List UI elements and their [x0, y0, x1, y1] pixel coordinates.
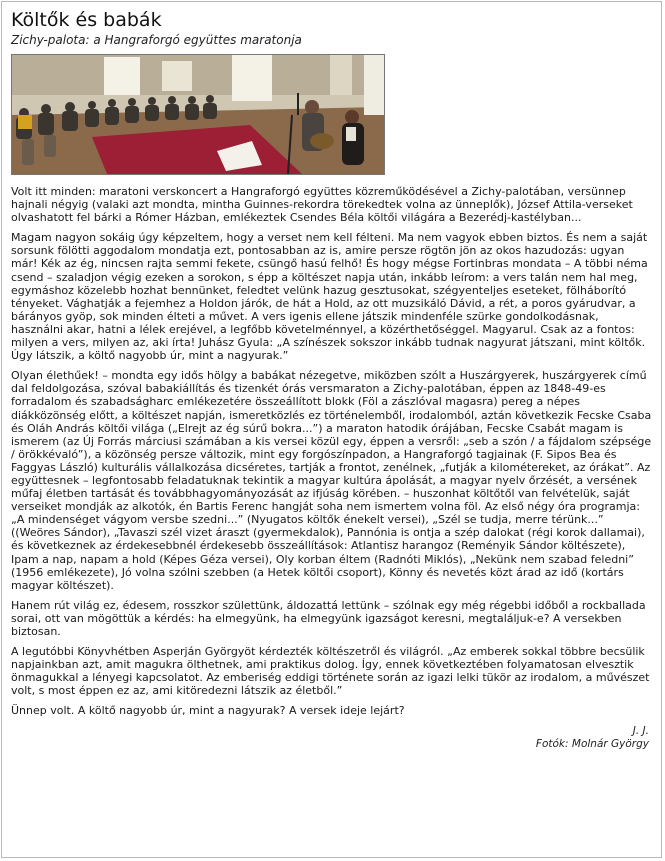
article-paragraph: Ünnep volt. A költő nagyobb úr, mint a nagyurak? A versek ideje lejárt? — [11, 704, 405, 718]
article-paragraph: Magam nagyon sokáig úgy képzeltem, hogy a verset nem kell félteni. Ma nem vagyok ebben biztos. És nem a saját sorsunk fölötti aggodalom mondatja ezt, pontosabban az is, amire persze rögtön jön az okos hazudozás: ugyan már! Kék az ég, nincsen rajta semmi fekete, csüngő hasú felhő! És hogy mégse Fortinbras mondata – A többi néma csend – szaladjon végig ezeken a sorokon, s épp a költészet napja után, inkább leírom: a vers talán nem hal meg, egymáshoz közelebb hozhat bennünket, feledtet velünk hazug gesztusokat, szégyenteljes eseteket, fölháborító tényeket. Vághatják a fejemhez a Holdon járók, de hát a Hold, az ott muzsikáló Dávid, a rét, a poros gyárudvar, a bárányos gyöp, sok minden élteti a művet. A vers igenis ellene játszik mindenféle szürke gondolkodásnak, használni akar, hatni a lélek erejével, a legfőbb követelménnyel, a közérthetőséggel. Magyarul. Csak az a fontos: milyen a vers, milyen az, aki írta! Juhász Gyula: „A színészek sokszor inkább tudnak nagyurat játszani, mint költők. Úgy látszik, a költő nagyobb úr, mint a nagyurak.” — [11, 231, 648, 363]
credits — [11, 725, 649, 751]
article-paragraph: A legutóbbi Könyvhétben Asperján Györgyöt kérdezték költészetről és világról. „Az emberek sokkal többre becsülik napjainkban azt, amit magukra ölthetnek, ami praktikus dolog. Így, ennek következtében folyamatosan elvesztik önmagukkal a lényegi kapcsolatot. Az emberiség eddigi története során az igazi lelki tükör az irodalom, a művészet volt, s most éppen ez az, ami kitöredezni látszik az életből.” — [11, 645, 650, 698]
article-body — [11, 185, 653, 718]
article-frame — [1, 1, 662, 858]
concert-photo-icon — [11, 54, 385, 175]
article-paragraph: Olyan élethűek! – mondta egy idős hölgy a babákat nézegetve, miközben szólt a Huszárgyerek, huszárgyerek című dal feldolgozása, szóval babakiállítás és tizenkét órás versmaraton a Zichy-palotában, éppen az 1848-49-es forradalom és szabadságharc emlékezetére összeállított blokk (Föl a zászlóval magasra) pereg a népes diákközönség előtt, a költészet napján, ismeretközlés ez történelemből, irodalomból, aztán következik Fecske Csaba és Oláh András költői világa („Elrejt az ég súrű bokra...”) a maraton hatodik órájában, Fecske Csabát magam is ismerem (az Új Forrás márciusi számában a kis versei közül egy, éppen a versről: „seb a szón / a fájdalom szépsége / örökkévaló”), a közönség persze változik, mint egy forgószínpadon, a Hangraforgó tagjainak (F. Sipos Bea és Faggyas László) kulturális vállalkozása dicséretes, tartják a frontot, zenélnek, „futják a kilométereket, az órákat”. Az együttesnek – legfontosabb feladatuknak tekintik a magyar kultúra ápolását, a magyar nyelv őrzését, a versének műfaj életben tartását és továbbhagyományozását az ifjúság körében. – huszonhat költőtől van felvételük, saját verseiket mondják az alkotók, én Bartis Ferenc hangját soha nem ismertem volna föl. Az első négy óra programja: „A mindenséget vágyom versbe szedni...” (Nyugatos költők énekelt versei), „Szél se tudja, merre térünk...” ((Weöres Sándor), „Tavaszi szél vizet áraszt (gyermekdalok), Pannónia is ontja a szép dalokat (régi korok dallamai), és következnek az érdekesebbnél érdekesebb összeállítások: Atlantisz harangoz (Reményik Sándor költészete), Ipam a nap, napam a hold (Képes Géza versei), Oly korban éltem (Radnóti Miklós), „Nekünk nem szabad feledni” (1956 emlékezete), Jó volna szólni szebben (a Hetek költői csoport), Könny és nevetés közt árad az idő (kortárs magyar költészet). — [11, 369, 652, 592]
article-content — [11, 9, 653, 751]
article-paragraph: Hanem rút világ ez, édesem, rosszkor születtünk, áldozattá lettünk – szólnak egy még régebbi időből a rockballada sorai, ott van mögöttük a kérdés: ha elmegyünk, ha elmegyünk igazságot keresni, megtaláljuk-e? A versekben biztosan. — [11, 598, 646, 638]
page-subtitle: Zichy-palota: a Hangraforgó együttes maratonja — [11, 33, 302, 47]
page-title: Költők és babák — [11, 9, 162, 31]
article-paragraph: Volt itt minden: maratoni verskoncert a Hangraforgó együttes közreműködésével a Zichy-palotában, versünnep hajnali négyig (valaki azt mondta, mintha Guinnes-rekordra törekedtek volna az ünneplők), József Attila-verseket olvashatott fel bárki a Rómer Házban, emlékeztek Csendes Béla költői világára a Bezerédj-kastélyban... — [11, 185, 633, 225]
photo-credit: Fotók: Molnár György — [535, 737, 649, 750]
author-initials: J. J. — [632, 724, 649, 737]
